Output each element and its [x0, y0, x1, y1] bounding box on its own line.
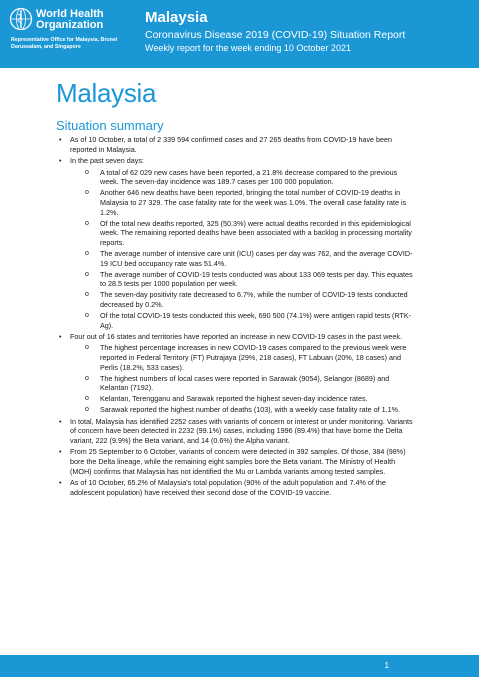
- sub-list-item: [58, 343, 418, 372]
- list-item: [58, 478, 418, 497]
- bullet-circle-icon: o: [85, 219, 89, 227]
- sub-bullet-text: Of the total new deaths reported, 325 (50.3%) were actual deaths recorded in this epidemiological week. The remaining reported deaths have been associated with a backlog in processing mortality reports.: [100, 218, 412, 247]
- bullet-circle-icon: o: [85, 374, 89, 382]
- sub-list-item: [58, 290, 418, 309]
- sub-bullet-text: Another 646 new deaths have been reported, bringing the total number of COVID-19 deaths in Malaysia to 27 329. The case fatality rate for the week was 1.0%. The overall case fatality rate is 1.2%.: [100, 188, 407, 217]
- sub-list-item: [58, 311, 418, 330]
- sub-list-item: [58, 168, 418, 187]
- section-title: Situation summary: [56, 118, 164, 133]
- sub-list-item: [58, 374, 418, 393]
- list-item: [58, 135, 418, 154]
- sub-bullet-text: Of the total COVID-19 tests conducted this week, 690 500 (74.1%) were antigen rapid tests (RTK-Ag).: [100, 311, 412, 330]
- bullet-circle-icon: o: [85, 312, 89, 320]
- report-title-block: [145, 9, 475, 54]
- bullet-text: In the past seven days:: [70, 156, 144, 166]
- sub-bullet-text: Kelantan, Terengganu and Sarawak reported the highest seven-day incidence rates.: [100, 394, 368, 404]
- list-item: [58, 417, 418, 446]
- org-name: World Health Organization: [36, 8, 104, 31]
- list-item: [58, 156, 418, 166]
- sub-list-item: [58, 188, 418, 217]
- report-header: [0, 0, 479, 68]
- sub-list-item: [58, 270, 418, 289]
- bullet-list: [58, 135, 418, 497]
- bullet-dot-icon: •: [59, 416, 62, 426]
- sub-bullet-text: The seven-day positivity rate decreased to 6.7%, while the number of COVID-19 tests conducted decreased by 0.2%.: [100, 290, 408, 309]
- list-item: [58, 332, 418, 342]
- bullet-dot-icon: •: [59, 156, 62, 166]
- sub-list-item: [58, 405, 418, 415]
- page-number: 1: [384, 661, 389, 670]
- sub-list-item: [58, 394, 418, 404]
- sub-bullet-text: A total of 62 029 new cases have been reported, a 21.8% decrease compared to the previous week. The seven-day incidence was 189.7 cases per 100 000 population.: [100, 167, 398, 187]
- bullet-dot-icon: •: [59, 135, 62, 144]
- bullet-circle-icon: o: [85, 395, 89, 403]
- list-item: [58, 447, 418, 476]
- sub-bullet-text: The highest percentage increases in new COVID-19 cases compared to the previous week were reported in Federal Territory (FT) Putrajaya (29%, 218 cases), FT Labuan (20%, 18 cases) and Perlis (18.2%, 533 cases).: [100, 343, 407, 372]
- who-logo: [9, 7, 129, 63]
- bullet-circle-icon: o: [85, 250, 89, 258]
- bullet-text: In total, Malaysia has identified 2252 cases with variants of concern or interest or under monitoring. Variants of concern have been detected in 2232 (99.1%) cases, including 1996 (89.4%) that have borne the Delta variant, 222 (9.9%) the Beta variant, and 14 (0.6%) the Alpha variant.: [70, 416, 413, 445]
- bullet-circle-icon: o: [85, 270, 89, 278]
- report-period: Weekly report for the week ending 10 October 2021: [145, 43, 351, 53]
- sub-bullet-text: Sarawak reported the highest number of deaths (103), with a weekly case fatality rate of 1.1%.: [100, 405, 401, 415]
- sub-list-item: [58, 219, 418, 248]
- sub-bullet-text: The average number of intensive care unit (ICU) cases per day was 762, and the average COVID-19 ICU bed occupancy rate was 51.4%.: [100, 249, 413, 268]
- bullet-circle-icon: o: [85, 168, 89, 176]
- sub-bullet-text: The average number of COVID-19 tests conducted was about 133 069 tests per day. This equates to 28.5 tests per 1000 population per week.: [100, 269, 413, 289]
- bullet-circle-icon: o: [85, 406, 89, 414]
- report-title: Coronavirus Disease 2019 (COVID-19) Situation Report: [145, 29, 406, 41]
- bullet-circle-icon: o: [85, 344, 89, 352]
- org-subtitle: Representative Office for Malaysia, Brunei Darussalam, and Singapore: [11, 37, 118, 50]
- sub-bullet-text: The highest numbers of local cases were reported in Sarawak (9054), Selangor (8689) and Kelantan (7192).: [100, 373, 390, 393]
- footer-bar: [0, 655, 479, 677]
- who-emblem-icon: [9, 7, 33, 31]
- bullet-text: Four out of 16 states and territories have reported an increase in new COVID-19 cases in the past week.: [70, 331, 402, 341]
- bullet-text: From 25 September to 6 October, variants of concern were detected in 392 samples. Of those, 384 (98%) bore the Delta lineage, while the remaining eight samples bore the Beta variant. The Ministry of Health (MOH) confirms that Malaysia has not identified the Mu or Lambda variants among tested samples.: [70, 447, 406, 476]
- page-title: Malaysia: [56, 78, 157, 108]
- bullet-dot-icon: •: [59, 478, 62, 488]
- header-country: Malaysia: [145, 9, 208, 26]
- bullet-dot-icon: •: [59, 447, 62, 457]
- bullet-circle-icon: o: [85, 291, 89, 299]
- sub-list-item: [58, 249, 418, 268]
- bullet-text: As of 10 October, 65.2% of Malaysia's total population (90% of the adult population and 7.4% of the adolescent population) have received their second dose of the COVID-19 vaccine.: [70, 478, 386, 497]
- situation-summary: [58, 135, 418, 499]
- bullet-circle-icon: o: [85, 189, 89, 197]
- bullet-dot-icon: •: [59, 331, 62, 341]
- bullet-text: As of 10 October, a total of 2 339 594 confirmed cases and 27 265 deaths from COVID-19 have been reported in Malaysia.: [70, 135, 393, 154]
